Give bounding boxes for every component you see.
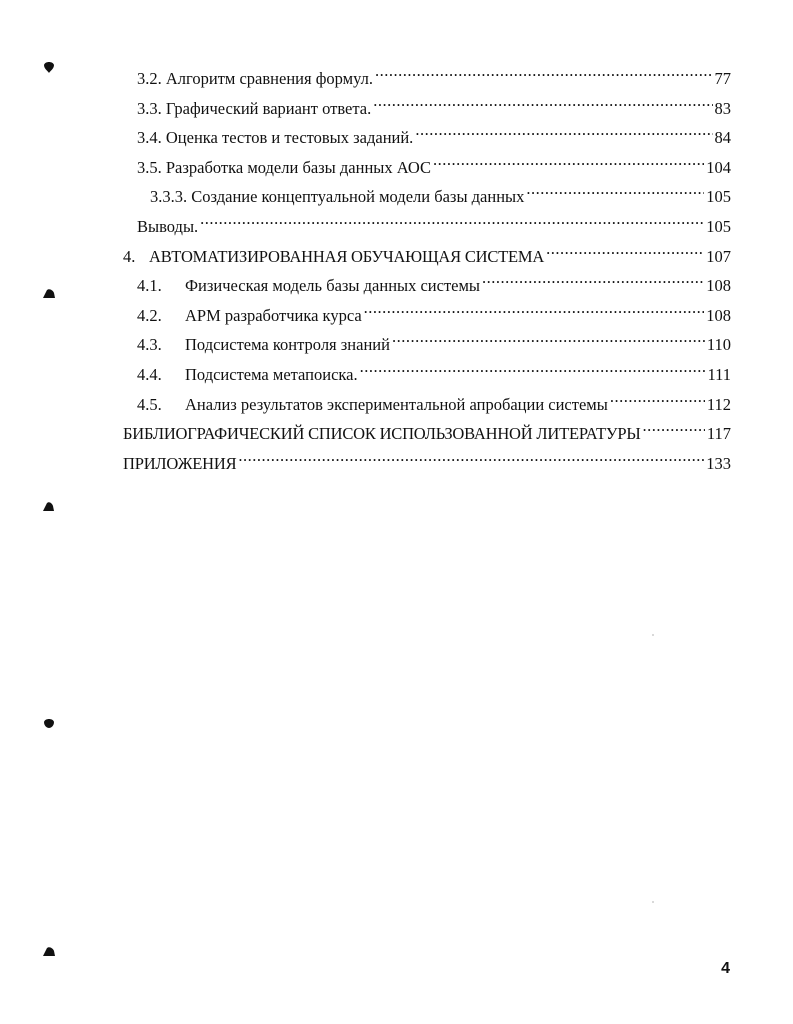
toc-entry-title: Анализ результатов экспериментальной апробации системы [185, 394, 608, 414]
toc-entry-title: Подсистема контроля знаний [185, 335, 390, 355]
toc-entry-number: 4. [123, 246, 136, 266]
toc-entry-title: Физическая модель базы данных системы [185, 276, 481, 296]
page-number: 4 [721, 960, 730, 977]
toc-entry-page: 104 [706, 157, 731, 177]
toc-entry-title: 3.3.3. Создание концептуальной модели базы данных [150, 187, 525, 207]
toc-entry-page: 112 [706, 394, 731, 414]
toc-entry-title: 3.4. Оценка тестов и тестовых заданий. [137, 128, 414, 148]
toc-entry [137, 147, 731, 177]
dot-leader [238, 443, 704, 469]
dot-leader [373, 88, 712, 114]
dot-leader [360, 354, 706, 380]
toc-entry-number: 4.5. [137, 394, 162, 414]
toc-entry-title: Подсистема метапоиска. [185, 365, 358, 384]
binding-hole-mark [42, 716, 56, 730]
toc-entry-page: 108 [706, 305, 731, 325]
toc-entry-page: 84 [714, 128, 731, 148]
toc-entry-page: 83 [714, 98, 731, 118]
dot-leader [364, 295, 705, 321]
dot-leader [610, 384, 705, 410]
toc-entry-number: 4.1. [137, 276, 162, 296]
toc-entry [137, 58, 731, 88]
toc-entry [150, 176, 731, 207]
toc-entry-title: 3.2. Алгоритм сравнения формул. [137, 69, 373, 88]
binding-hole-mark [42, 60, 56, 74]
toc-entry [123, 443, 731, 473]
toc-entry [123, 413, 731, 444]
toc-entry-page: 77 [714, 69, 731, 88]
binding-hole-mark [42, 500, 56, 514]
dot-leader [433, 147, 704, 173]
scan-speck [652, 901, 654, 903]
toc-entry [137, 384, 731, 414]
toc-entry-title: Выводы. [137, 217, 199, 236]
toc-entry [137, 354, 731, 384]
toc-entry-title: АРМ разработчика курса [185, 305, 362, 325]
toc-entry-page: 110 [706, 335, 731, 355]
toc-entry [137, 324, 731, 355]
binding-hole-mark [42, 945, 56, 959]
toc-entry [137, 88, 731, 118]
scan-speck [652, 634, 654, 636]
toc-entry-page: 108 [706, 276, 731, 296]
toc-entry-page: 133 [706, 453, 731, 473]
toc-entry-title: 3.3. Графический вариант ответа. [137, 98, 372, 118]
toc-entry-number: 4.3. [137, 335, 162, 355]
toc-entry [123, 236, 731, 266]
toc-entry-title: БИБЛИОГРАФИЧЕСКИЙ СПИСОК ИСПОЛЬЗОВАННОЙ ЛИТЕРАТУРЫ [123, 424, 641, 444]
dot-leader [482, 265, 704, 291]
toc-entry-title: 3.5. Разработка модели базы данных АОС [137, 157, 431, 177]
binding-hole-mark [42, 287, 56, 301]
dot-leader [526, 176, 704, 202]
toc-entry [137, 206, 731, 236]
toc-entry-page: 111 [707, 365, 731, 384]
toc-entry-title: ПРИЛОЖЕНИЯ [123, 453, 237, 473]
toc-entry [137, 265, 731, 296]
toc-entry-page: 107 [706, 246, 731, 266]
toc-entry-page: 117 [706, 424, 731, 444]
toc-entry [137, 295, 731, 325]
toc-entry-page: 105 [706, 187, 731, 207]
dot-leader [643, 413, 705, 439]
dot-leader [375, 58, 713, 84]
dot-leader [546, 236, 704, 262]
toc-entry-title: АВТОМАТИЗИРОВАННАЯ ОБУЧАЮЩАЯ СИСТЕМА [149, 246, 545, 266]
dot-leader [392, 324, 705, 350]
toc-entry-number: 4.4. [137, 365, 162, 384]
dot-leader [200, 206, 704, 232]
dot-leader [415, 117, 712, 143]
toc-entry-page: 105 [706, 217, 731, 236]
toc-entry-number: 4.2. [137, 305, 162, 325]
toc-entry [137, 117, 731, 148]
